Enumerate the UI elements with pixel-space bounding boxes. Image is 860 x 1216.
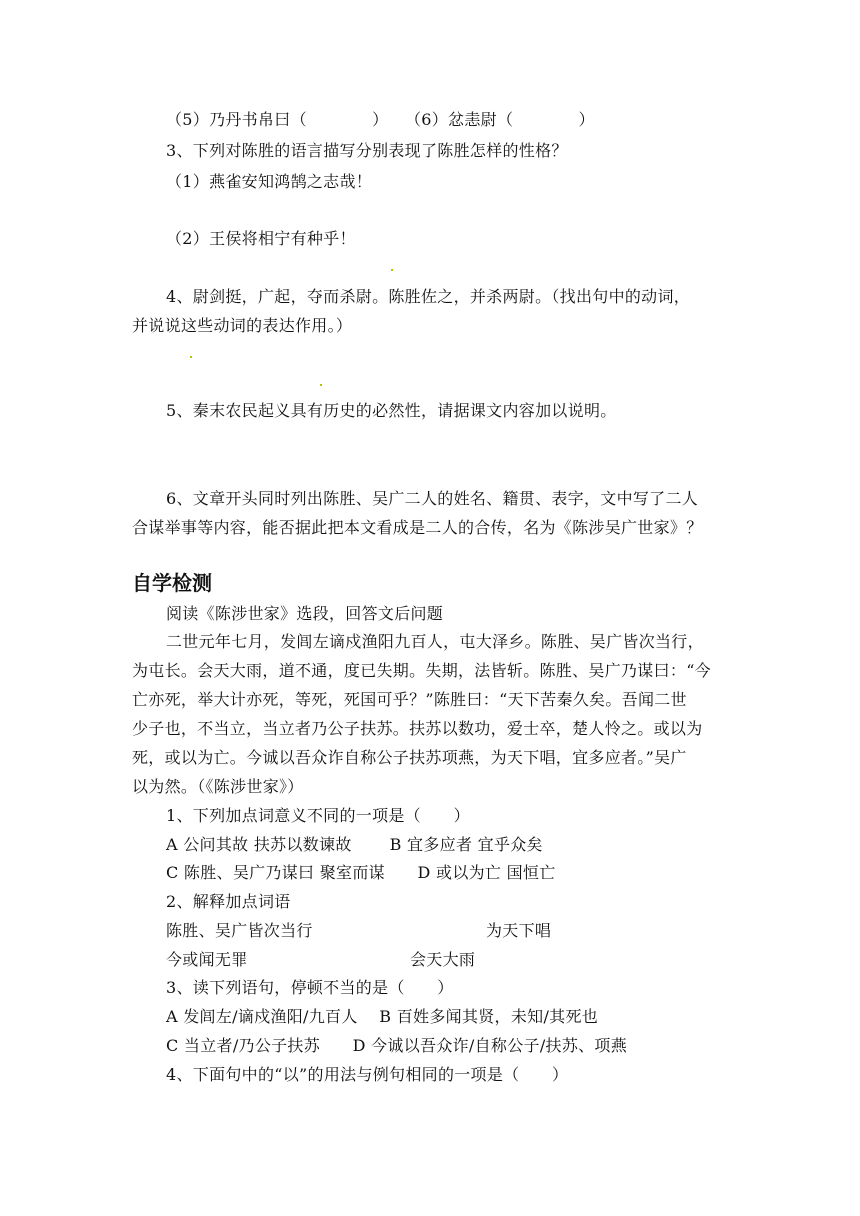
passage-line-2: 为屯长。会天大雨，道不通，度已失期。失期，法皆斩。陈胜、吴广乃谋曰：“今 [132,661,711,680]
exercise-3-options-cd: C 当立者/乃公子扶苏 D 今诚以吾众诈/自称公子/扶苏、项燕 [166,1036,628,1055]
scan-speck [320,384,322,386]
passage-line-4: 少子也，不当立，当立者乃公子扶苏。扶苏以数功，爱士卒，楚人怜之。或以为 [132,719,703,738]
passage-line-5: 死，或以为亡。今诚以吾众诈自称公子扶苏项燕，为天下唱，宜多应者。”吴广 [132,748,687,767]
exercise-1-options-cd: C 陈胜、吴广乃谋曰 聚室而谋 D 或以为亡 国恒亡 [166,863,556,882]
exercise-2: 2、解释加点词语 [166,892,291,911]
reading-intro: 阅读《陈涉世家》选段，回答文后问题 [166,604,444,623]
question-3-item-2: （2）王侯将相宁有种乎！ [166,229,356,248]
exercise-4: 4、下面句中的“以”的用法与例句相同的一项是（ ） [166,1065,569,1084]
passage-line-3: 亡亦死，举大计亦死，等死，死国可乎？”陈胜曰：“天下苦秦久矣。吾闻二世 [132,690,687,709]
exercise-2-item-a: 陈胜、吴广皆次当行 [166,921,313,940]
exercise-3-options-ab: A 发闾左/谪戍渔阳/九百人 B 百姓多闻其贤，未知/其死也 [166,1007,599,1026]
question-3-item-1: （1）燕雀安知鸿鹄之志哉！ [166,172,373,191]
scan-speck [190,356,192,358]
exercise-1-options-ab: A 公问其故 扶苏以数谏故 B 宜多应者 宜乎众矣 [166,835,543,854]
question-3: 3、下列对陈胜的语言描写分别表现了陈胜怎样的性格？ [166,141,568,160]
passage-line-1: 二世元年七月，发闾左谪戍渔阳九百人，屯大泽乡。陈胜、吴广皆次当行， [166,632,704,651]
question-4-line-2: 并说说这些动词的表达作用。） [132,316,353,335]
exercise-3: 3、读下列语句，停顿不当的是（ ） [166,978,454,997]
exercise-2-item-b: 为天下唱 [486,921,552,940]
exercise-2-item-d: 会天大雨 [410,950,476,969]
question-4-line-1: 4、尉剑挺，广起，夺而杀尉。陈胜佐之，并杀两尉。（找出句中的动词， [166,287,691,306]
question-6-line-1: 6、文章开头同时列出陈胜、吴广二人的姓名、籍贯、表字，文中写了二人 [166,489,699,508]
question-6-line-2: 合谋举事等内容，能否据此把本文看成是二人的合传，名为《陈涉吴广世家》？ [132,518,703,537]
passage-line-6: 以为然。（《陈涉世家》） [132,777,304,796]
question-2-items-5-6: （5）乃丹书帛曰（ ） （6）忿恚尉（ ） [166,110,595,129]
exercise-1: 1、下列加点词意义不同的一项是（ ） [166,806,470,825]
question-5: 5、秦末农民起义具有历史的必然性，请据课文内容加以说明。 [166,401,617,420]
scan-speck [391,269,393,271]
exercise-2-item-c: 今或闻无罪 [166,950,248,969]
section-title: 自学检测 [132,571,212,595]
